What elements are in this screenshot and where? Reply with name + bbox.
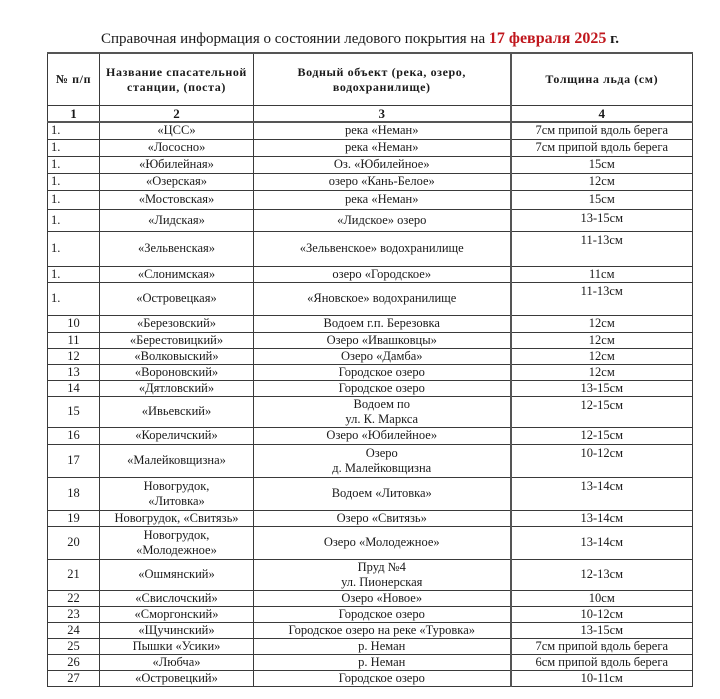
- row-number: 10: [48, 315, 100, 332]
- ice-thickness: 10-11см: [511, 670, 693, 686]
- ice-thickness: 12-15см: [511, 396, 693, 427]
- row-number: 16: [48, 427, 100, 444]
- station-name: [100, 477, 254, 510]
- water-body: [254, 332, 511, 348]
- station-name: «Берестовицкий»: [100, 332, 254, 348]
- ice-thickness: 13-14см: [511, 477, 693, 510]
- table-row: [48, 477, 693, 510]
- table-row: [48, 315, 693, 332]
- row-number: 20: [48, 526, 100, 559]
- water-body-line: Озеро «Юбилейное»: [326, 428, 438, 442]
- station-name: «Юбилейная»: [100, 156, 254, 173]
- row-number: 19: [48, 510, 100, 526]
- table-row: [48, 139, 693, 156]
- water-body-line: Городское озеро на реке «Туровка»: [288, 622, 475, 637]
- column-number-2: 2: [100, 106, 254, 123]
- station-name: «Ивьевский»: [100, 396, 254, 427]
- ice-thickness: 13-15см: [511, 209, 693, 231]
- report-date: 17 февраля 2025: [488, 30, 607, 47]
- ice-thickness: 12-15см: [511, 427, 693, 444]
- water-body-line: озеро «Кань-Белое»: [328, 174, 435, 188]
- row-number: 1.: [48, 209, 100, 231]
- ice-thickness: 7см припой вдоль берега: [511, 139, 693, 156]
- water-body-line: Городское озеро: [338, 606, 425, 621]
- row-number: 18: [48, 477, 100, 510]
- table-row: [48, 638, 693, 654]
- station-name: «Зельвенская»: [100, 231, 254, 266]
- table-row: [48, 173, 693, 190]
- table-row: [48, 266, 693, 282]
- station-name: «Островецкая»: [100, 282, 254, 315]
- water-body-line: Городское озеро: [338, 670, 425, 685]
- water-body-line: Озеро «Свитязь»: [336, 510, 427, 525]
- table-row: [48, 282, 693, 315]
- table-row: [48, 427, 693, 444]
- table-row: [48, 122, 693, 139]
- table-row: [48, 606, 693, 622]
- row-number: 1.: [48, 139, 100, 156]
- row-number: 12: [48, 348, 100, 364]
- station-name: «Волковыский»: [100, 348, 254, 364]
- title-suffix: г.: [606, 31, 619, 47]
- water-body-line: Озеро «Ивашковцы»: [326, 332, 437, 347]
- row-number: 1.: [48, 190, 100, 209]
- water-body: [254, 654, 511, 670]
- header-number: № п/п: [48, 53, 100, 106]
- table-row: [48, 156, 693, 173]
- ice-thickness: 7см припой вдоль берега: [511, 638, 693, 654]
- water-body-line: «Зельвенское» водохранилище: [299, 241, 464, 255]
- water-body: [254, 427, 511, 444]
- table-row: [48, 654, 693, 670]
- station-name: «Ошмянский»: [100, 559, 254, 590]
- title-prefix: Справочная информация о состоянии ледового покрытия на: [101, 31, 489, 47]
- water-body: [254, 173, 511, 190]
- column-number-3: 3: [254, 106, 511, 123]
- row-number: 1.: [48, 266, 100, 282]
- water-body: [254, 139, 511, 156]
- station-name: «Малейковщизна»: [100, 444, 254, 477]
- table-header-row: [48, 53, 693, 106]
- water-body: [254, 231, 511, 266]
- ice-thickness: 10-12см: [511, 606, 693, 622]
- table-row: [48, 590, 693, 606]
- station-name: «Березовский»: [100, 315, 254, 332]
- water-body-line: р. Неман: [358, 638, 406, 653]
- water-body-line: Водоем «Литовка»: [331, 486, 432, 500]
- table-row: [48, 348, 693, 364]
- table-row: [48, 231, 693, 266]
- water-body: [254, 590, 511, 606]
- station-name: «Дятловский»: [100, 380, 254, 396]
- water-body-line: д. Малейковщизна: [332, 460, 432, 475]
- water-body-line: ул. Пионерская: [341, 574, 423, 589]
- table-row: [48, 622, 693, 638]
- ice-thickness: 6см припой вдоль берега: [511, 654, 693, 670]
- row-number: 1.: [48, 156, 100, 173]
- water-body: [254, 526, 511, 559]
- water-body-line: Водоем по: [353, 396, 410, 411]
- station-name: Новогрудок, «Свитязь»: [100, 510, 254, 526]
- water-body: [254, 315, 511, 332]
- table-row: [48, 510, 693, 526]
- table-body: [48, 122, 693, 686]
- header-station: Название спасательной станции, (поста): [100, 53, 254, 106]
- water-body: [254, 282, 511, 315]
- water-body: [254, 380, 511, 396]
- table-row: [48, 559, 693, 590]
- row-number: 15: [48, 396, 100, 427]
- station-name: Пышки «Усики»: [100, 638, 254, 654]
- row-number: 25: [48, 638, 100, 654]
- station-name: «Островецкий»: [100, 670, 254, 686]
- table-row: [48, 209, 693, 231]
- station-name: «Вороновский»: [100, 364, 254, 380]
- station-name: «Кореличский»: [100, 427, 254, 444]
- water-body: [254, 622, 511, 638]
- row-number: 1.: [48, 173, 100, 190]
- row-number: 23: [48, 606, 100, 622]
- ice-thickness: 12см: [511, 348, 693, 364]
- table-row: [48, 380, 693, 396]
- water-body-line: Пруд №4: [357, 559, 406, 574]
- station-name: «Слонимская»: [100, 266, 254, 282]
- ice-thickness: 11-13см: [511, 282, 693, 315]
- ice-thickness-table: [47, 52, 693, 687]
- station-name: «Сморгонский»: [100, 606, 254, 622]
- row-number: 13: [48, 364, 100, 380]
- water-body-line: Городское озеро: [338, 380, 425, 395]
- water-body-line: Озеро «Дамба»: [340, 348, 423, 363]
- column-number-row: [48, 106, 693, 123]
- table-row: [48, 190, 693, 209]
- water-body: [254, 190, 511, 209]
- station-name-line: «Молодежное»: [136, 542, 217, 557]
- table-row: [48, 444, 693, 477]
- row-number: 17: [48, 444, 100, 477]
- ice-thickness: 15см: [511, 190, 693, 209]
- water-body-line: р. Неман: [358, 654, 406, 669]
- row-number: 27: [48, 670, 100, 686]
- station-name: «Озерская»: [100, 173, 254, 190]
- row-number: 1.: [48, 231, 100, 266]
- station-name: «Лидская»: [100, 209, 254, 231]
- water-body: [254, 559, 511, 590]
- station-name: «Любча»: [100, 654, 254, 670]
- water-body-line: Озеро «Новое»: [341, 590, 423, 605]
- water-body: [254, 396, 511, 427]
- water-body-line: река «Неман»: [345, 123, 419, 138]
- header-water-body: Водный объект (река, озеро, водохранилище): [254, 53, 511, 106]
- header-ice-thickness: Толщина льда (см): [511, 53, 693, 106]
- water-body-line: Водоем г.п. Березовка: [323, 316, 440, 330]
- ice-thickness: 10см: [511, 590, 693, 606]
- table-row: [48, 670, 693, 686]
- water-body: [254, 364, 511, 380]
- water-body: [254, 266, 511, 282]
- water-body: [254, 510, 511, 526]
- station-name: «Свислочский»: [100, 590, 254, 606]
- water-body: [254, 477, 511, 510]
- water-body: [254, 444, 511, 477]
- ice-thickness: 7см припой вдоль берега: [511, 122, 693, 139]
- row-number: 26: [48, 654, 100, 670]
- water-body-line: река «Неман»: [345, 140, 419, 154]
- station-name-line: Новогрудок,: [143, 527, 210, 542]
- row-number: 14: [48, 380, 100, 396]
- water-body-line: «Лидское» озеро: [337, 212, 427, 227]
- ice-thickness: 12-13см: [511, 559, 693, 590]
- column-number-4: 4: [511, 106, 693, 123]
- ice-thickness: 10-12см: [511, 444, 693, 477]
- column-number-1: 1: [48, 106, 100, 123]
- water-body-line: Оз. «Юбилейное»: [333, 157, 430, 171]
- station-name: «Мостовская»: [100, 190, 254, 209]
- water-body: [254, 606, 511, 622]
- row-number: 11: [48, 332, 100, 348]
- table-row: [48, 396, 693, 427]
- water-body-line: Озеро: [365, 445, 398, 460]
- ice-thickness: 13-14см: [511, 510, 693, 526]
- station-name: «ЦСС»: [100, 122, 254, 139]
- station-name-line: Новогрудок,: [143, 478, 210, 493]
- water-body: [254, 122, 511, 139]
- ice-thickness: 13-15см: [511, 622, 693, 638]
- ice-thickness: 13-15см: [511, 380, 693, 396]
- water-body: [254, 348, 511, 364]
- water-body-line: Озеро «Молодежное»: [323, 535, 440, 549]
- row-number: 22: [48, 590, 100, 606]
- water-body-line: Городское озеро: [338, 364, 425, 379]
- water-body: [254, 638, 511, 654]
- ice-thickness: 11см: [511, 266, 693, 282]
- ice-thickness: 15см: [511, 156, 693, 173]
- ice-thickness: 12см: [511, 364, 693, 380]
- table-row: [48, 332, 693, 348]
- row-number: 1.: [48, 282, 100, 315]
- ice-thickness: 13-14см: [511, 526, 693, 559]
- ice-thickness: 12см: [511, 315, 693, 332]
- row-number: 1.: [48, 122, 100, 139]
- water-body: [254, 209, 511, 231]
- document-title: [0, 30, 720, 48]
- water-body-line: «Яновское» водохранилище: [307, 291, 457, 305]
- station-name-line: «Литовка»: [148, 493, 205, 508]
- station-name: «Лососно»: [100, 139, 254, 156]
- table-row: [48, 364, 693, 380]
- ice-thickness: 11-13см: [511, 231, 693, 266]
- ice-thickness: 12см: [511, 173, 693, 190]
- water-body: [254, 156, 511, 173]
- water-body: [254, 670, 511, 686]
- row-number: 24: [48, 622, 100, 638]
- water-body-line: озеро «Городское»: [332, 266, 432, 281]
- ice-thickness: 12см: [511, 332, 693, 348]
- water-body-line: ул. К. Маркса: [345, 411, 419, 426]
- station-name: «Щучинский»: [100, 622, 254, 638]
- water-body-line: река «Неман»: [345, 192, 419, 206]
- station-name: [100, 526, 254, 559]
- row-number: 21: [48, 559, 100, 590]
- table-row: [48, 526, 693, 559]
